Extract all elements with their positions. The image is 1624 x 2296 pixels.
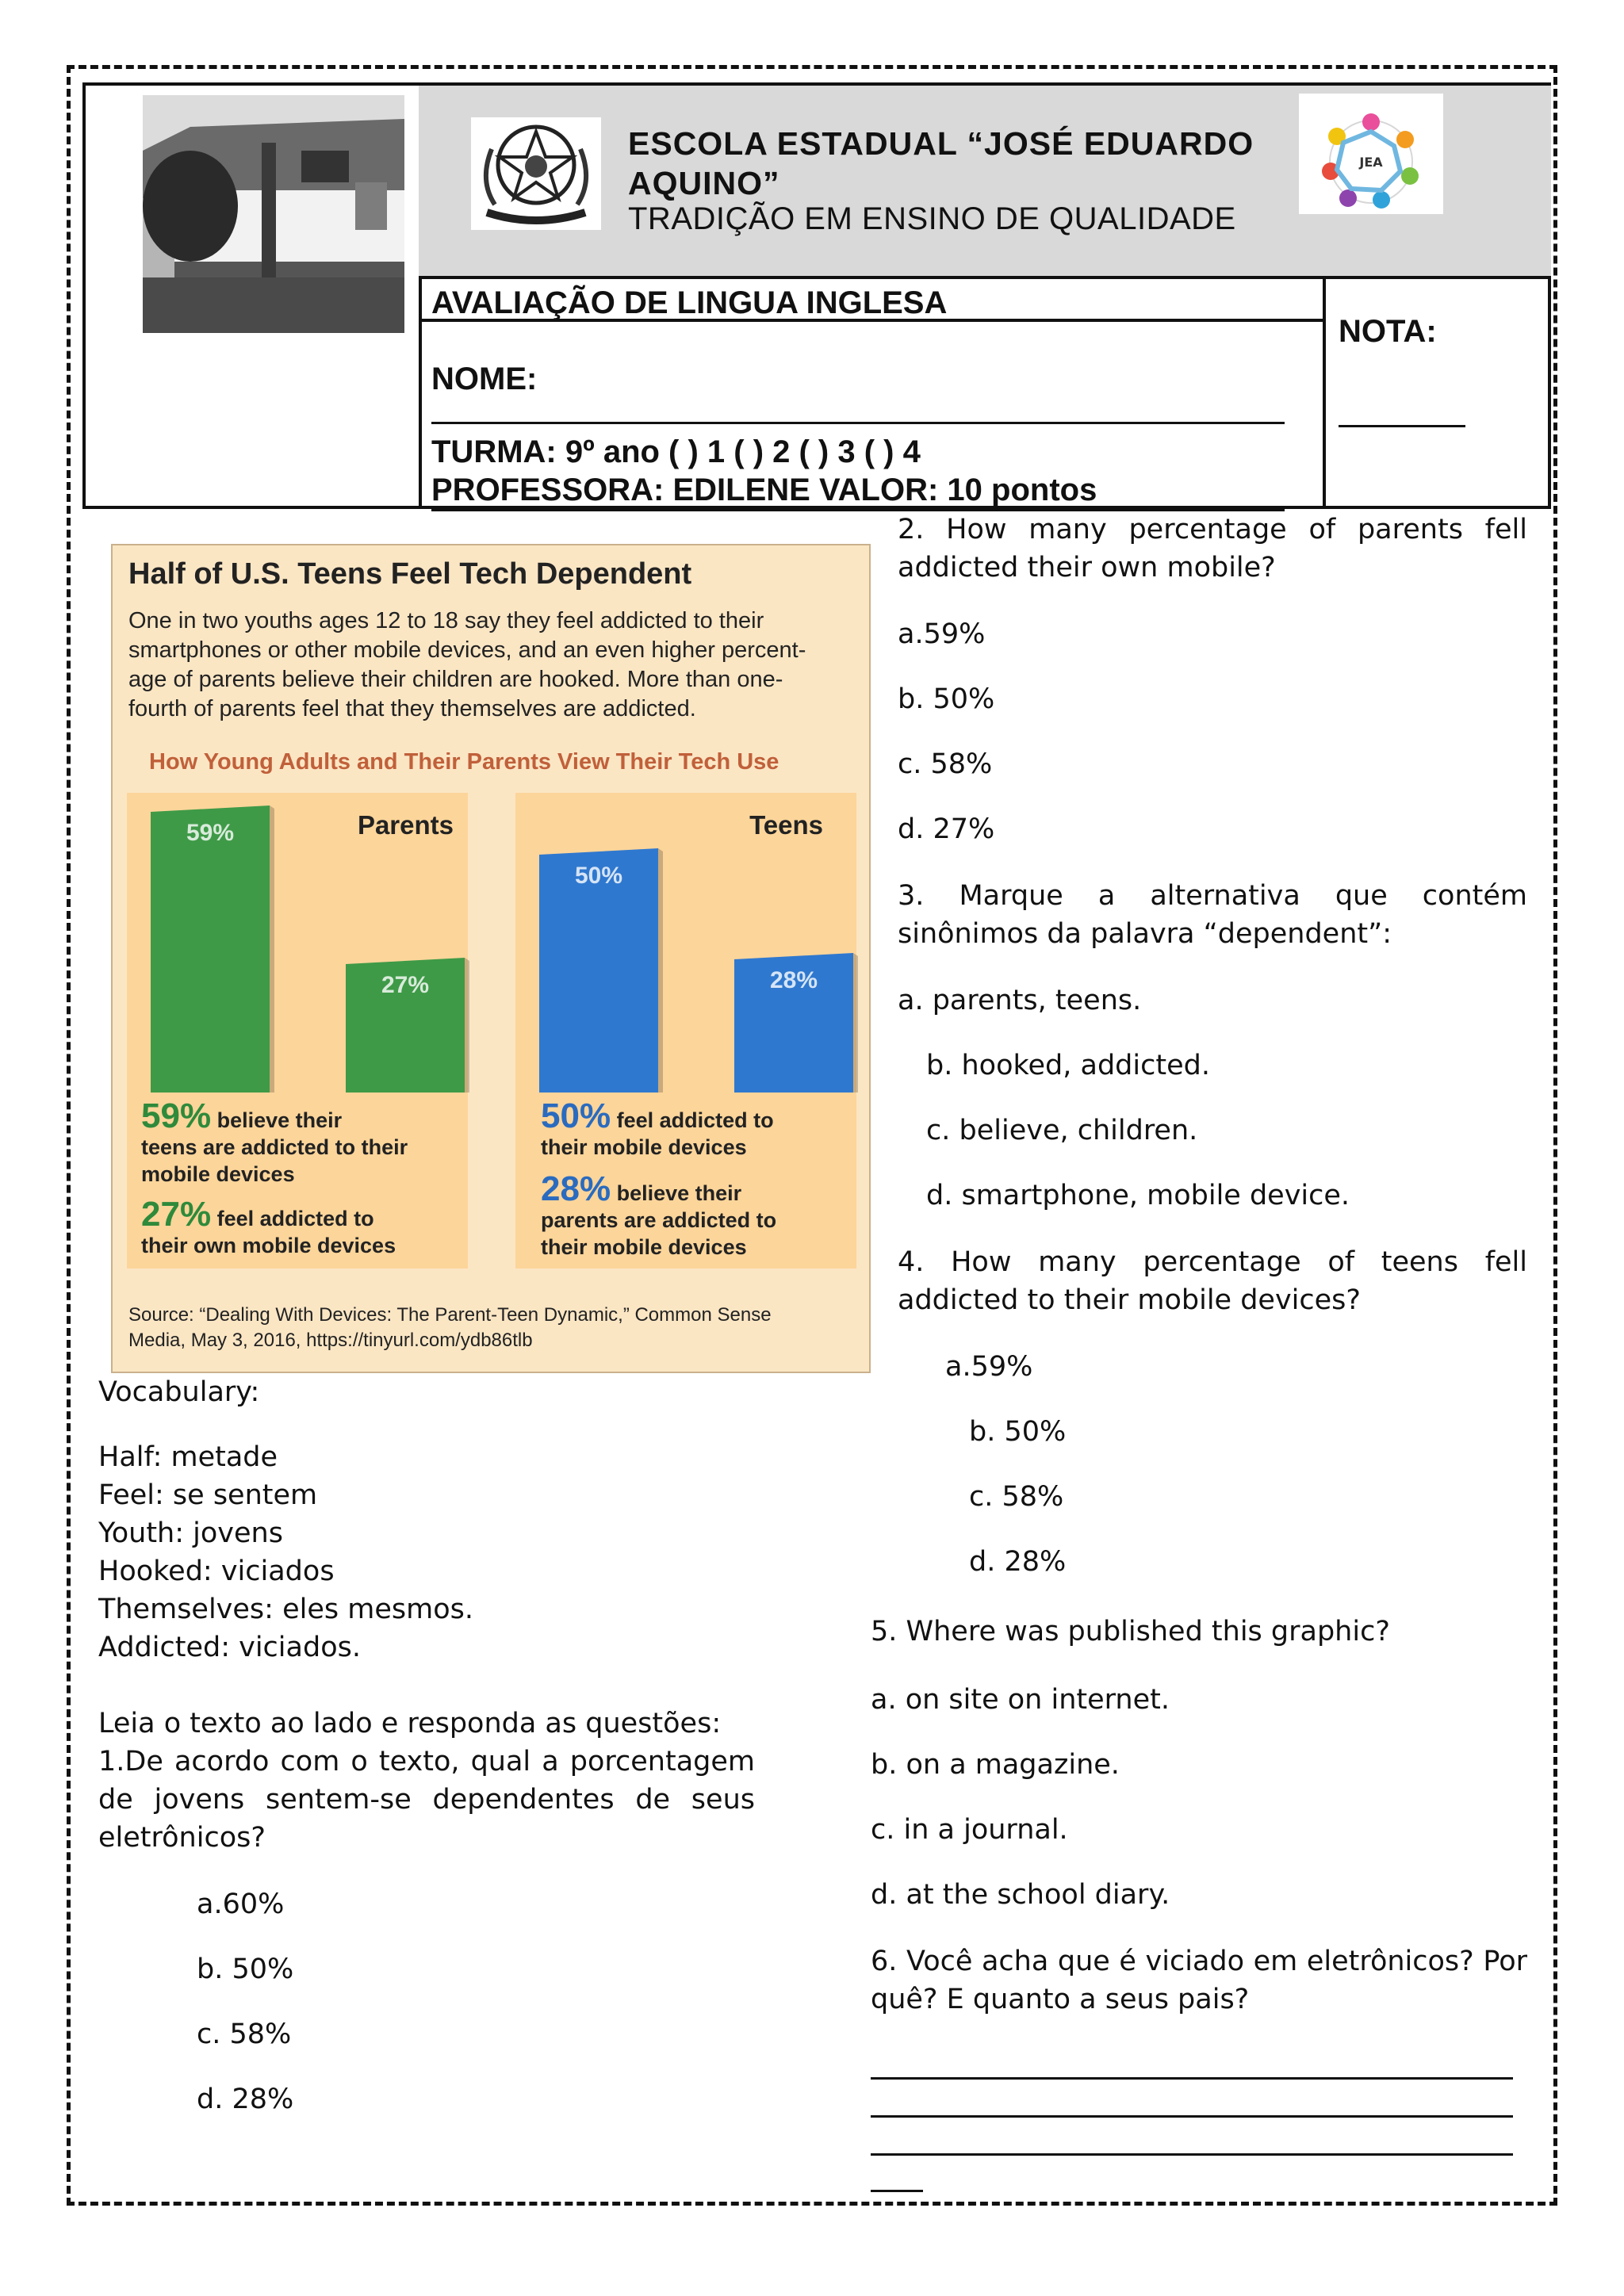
question-2-line: addicted their own mobile? bbox=[898, 552, 1276, 584]
infographic-source-line: Media, May 3, 2016, https://tinyurl.com/ydb86tlb bbox=[128, 1330, 533, 1351]
question-3-line: 3. Marque a alternativa que contém bbox=[898, 880, 1527, 912]
question-2-line: 2. How many percentage of parents fell bbox=[898, 514, 1527, 545]
vocabulary-item: Themselves: eles mesmos. bbox=[98, 1594, 473, 1625]
teens-caption-2-line: their mobile devices bbox=[541, 1235, 747, 1259]
school-logo-icon bbox=[1299, 94, 1443, 214]
school-building-photo bbox=[143, 95, 404, 333]
teens-caption-1-line: their mobile devices bbox=[541, 1135, 747, 1159]
parents-caption-1: 59% believe their bbox=[141, 1096, 343, 1135]
school-header bbox=[419, 86, 1551, 279]
header-table bbox=[82, 82, 1551, 509]
question-1-option[interactable]: b. 50% bbox=[197, 1954, 294, 1985]
question-1-line: eletrônicos? bbox=[98, 1822, 266, 1854]
question-6-line: 6. Você acha que é viciado em eletrônicos? Por bbox=[871, 1946, 1527, 1977]
question-1-option[interactable]: d. 28% bbox=[197, 2084, 294, 2115]
chart-bar-label: 50% bbox=[574, 863, 623, 889]
answer-line[interactable] bbox=[871, 2153, 1513, 2156]
vocabulary-item: Half: metade bbox=[98, 1441, 278, 1473]
teens-caption-1: 50% feel addicted to bbox=[541, 1096, 774, 1135]
question-1-option[interactable]: c. 58% bbox=[197, 2019, 292, 2050]
question-5-text: 5. Where was published this graphic? bbox=[871, 1616, 1390, 1647]
infographic-title: Half of U.S. Teens Feel Tech Dependent bbox=[128, 557, 692, 591]
chart-bar-shade bbox=[658, 848, 663, 1093]
vocabulary-heading: Vocabulary: bbox=[98, 1376, 260, 1408]
teens-caption-2-line: parents are addicted to bbox=[541, 1208, 777, 1232]
state-crest-icon bbox=[471, 117, 601, 230]
question-3-line: sinônimos da palavra “dependent”: bbox=[898, 918, 1392, 950]
chart-title: Teens bbox=[749, 810, 823, 840]
chart-bar-shade bbox=[465, 958, 469, 1093]
school-photo-cell bbox=[86, 86, 422, 506]
question-4-option[interactable]: b. 50% bbox=[969, 1416, 1067, 1448]
question-3-option[interactable]: d. smartphone, mobile device. bbox=[926, 1180, 1350, 1211]
question-5-option[interactable]: d. at the school diary. bbox=[871, 1879, 1170, 1911]
question-2-option[interactable]: b. 50% bbox=[898, 683, 995, 715]
name-label: NOME: bbox=[431, 362, 538, 396]
answer-line[interactable] bbox=[871, 2190, 923, 2192]
question-5-option[interactable]: a. on site on internet. bbox=[871, 1684, 1170, 1716]
infographic-source-line: Source: “Dealing With Devices: The Parent-Teen Dynamic,” Common Sense bbox=[128, 1304, 772, 1326]
parents-caption-1-line: mobile devices bbox=[141, 1162, 295, 1186]
question-5-option[interactable]: b. on a magazine. bbox=[871, 1749, 1120, 1781]
divider bbox=[419, 319, 1323, 322]
answer-line[interactable] bbox=[871, 2077, 1513, 2080]
question-1-option[interactable]: a.60% bbox=[197, 1888, 285, 1920]
vocabulary-item: Feel: se sentem bbox=[98, 1479, 318, 1511]
question-1-line: 1.De acordo com o texto, qual a porcentagem bbox=[98, 1746, 755, 1777]
class-options[interactable]: TURMA: 9º ano ( ) 1 ( ) 2 ( ) 3 ( ) 4 bbox=[431, 434, 921, 469]
question-4-option[interactable]: c. 58% bbox=[969, 1481, 1064, 1513]
parents-caption-2: 27% feel addicted to bbox=[141, 1195, 374, 1234]
parents-caption-1-line: teens are addicted to their bbox=[141, 1135, 408, 1159]
question-2-option[interactable]: c. 58% bbox=[898, 748, 993, 780]
answer-line[interactable] bbox=[871, 2115, 1513, 2118]
chart-bar bbox=[151, 806, 270, 1093]
school-motto: TRADIÇÃO EM ENSINO DE QUALIDADE bbox=[628, 201, 1236, 236]
chart-bar-shade bbox=[853, 953, 858, 1093]
parents-caption-2-line: their own mobile devices bbox=[141, 1234, 396, 1257]
infographic-intro-line: smartphones or other mobile devices, and an even higher percent- bbox=[128, 637, 806, 663]
question-5-option[interactable]: c. in a journal. bbox=[871, 1814, 1068, 1846]
question-1-line: de jovens sentem-se dependentes de seus bbox=[98, 1784, 755, 1816]
grade-box bbox=[1323, 276, 1554, 506]
vocabulary-item: Addicted: viciados. bbox=[98, 1632, 361, 1663]
svg-text:JEA: JEA bbox=[1359, 155, 1383, 170]
question-2-option[interactable]: a.59% bbox=[898, 618, 986, 650]
question-2-option[interactable]: d. 27% bbox=[898, 813, 995, 845]
infographic-intro-line: fourth of parents feel that they themselves are addicted. bbox=[128, 696, 696, 721]
grade-label: NOTA: bbox=[1339, 314, 1437, 349]
chart-bar-label: 59% bbox=[186, 820, 235, 846]
question-4-line: 4. How many percentage of teens fell bbox=[898, 1246, 1527, 1278]
grade-line[interactable] bbox=[1339, 425, 1465, 427]
infographic-subtitle: How Young Adults and Their Parents View Their Tech Use bbox=[149, 749, 779, 775]
question-4-line: addicted to their mobile devices? bbox=[898, 1284, 1361, 1316]
instruction-text: Leia o texto ao lado e responda as questões: bbox=[98, 1708, 722, 1739]
assessment-title: AVALIAÇÃO DE LINGUA INGLESA bbox=[431, 285, 948, 320]
chart-bar-label: 27% bbox=[381, 972, 430, 998]
chart-bar-shade bbox=[270, 806, 274, 1093]
student-info bbox=[419, 279, 1323, 506]
question-3-option[interactable]: a. parents, teens. bbox=[898, 985, 1142, 1016]
question-4-option[interactable]: d. 28% bbox=[969, 1546, 1067, 1578]
question-4-option[interactable]: a.59% bbox=[945, 1351, 1033, 1383]
chart-title: Parents bbox=[357, 810, 454, 840]
infographic-intro-line: One in two youths ages 12 to 18 say they feel addicted to their bbox=[128, 608, 764, 633]
school-name: ESCOLA ESTADUAL “JOSÉ EDUARDO AQUINO” bbox=[628, 125, 1254, 201]
chart-bar-label: 28% bbox=[769, 967, 818, 993]
vocabulary-item: Youth: jovens bbox=[98, 1517, 283, 1549]
question-3-option[interactable]: c. believe, children. bbox=[926, 1115, 1198, 1146]
question-3-option[interactable]: b. hooked, addicted. bbox=[926, 1050, 1210, 1081]
question-6-line: quê? E quanto a seus pais? bbox=[871, 1984, 1250, 2015]
teacher-line: PROFESSORA: EDILENE VALOR: 10 pontos bbox=[431, 473, 1097, 507]
name-answer-line[interactable] bbox=[431, 422, 1285, 424]
infographic-intro-line: age of parents believe their children are hooked. More than one- bbox=[128, 667, 783, 692]
teens-caption-2: 28% believe their bbox=[541, 1169, 742, 1208]
infographic bbox=[111, 544, 871, 1373]
vocabulary-item: Hooked: viciados bbox=[98, 1556, 335, 1587]
